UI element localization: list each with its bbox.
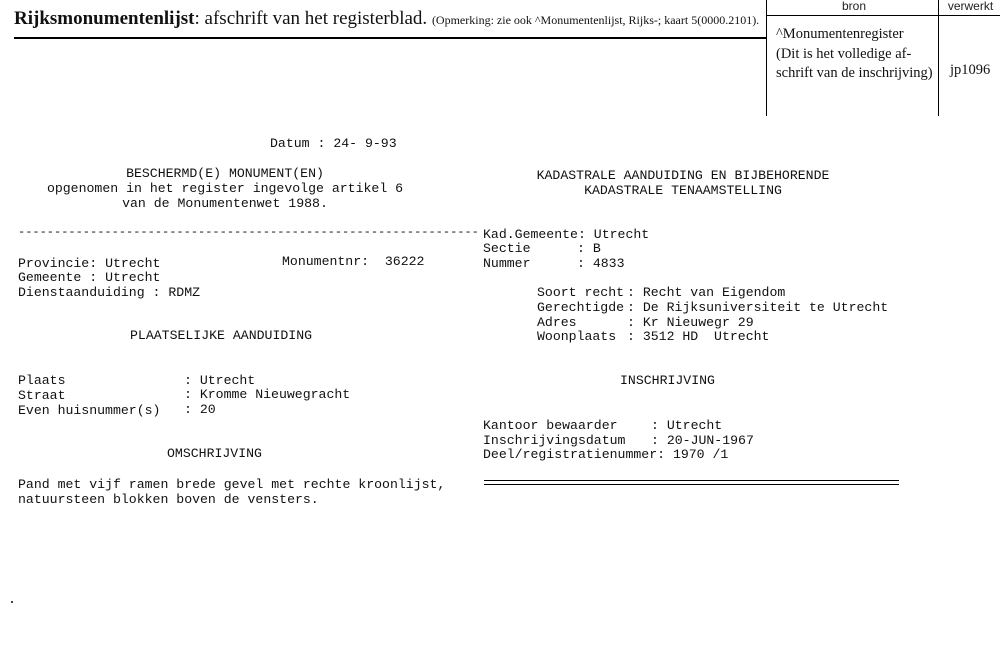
straat-value-row: : Kromme Nieuwegracht [184, 387, 351, 402]
verwerkt-label: verwerkt [947, 0, 994, 13]
woonplaats-value: 3512 HD Utrecht [642, 329, 770, 344]
datum-value: 24- 9-93 [333, 136, 397, 151]
deel-value: 1970 /1 [672, 447, 729, 462]
title-rest: : afschrift van het registerblad. [194, 8, 428, 29]
header-underline [14, 37, 766, 39]
deel-label: Deel/registratienummer [483, 447, 658, 462]
bron-line: ^Monumentenregister [776, 26, 904, 42]
sectie-label: Sectie [483, 241, 531, 256]
plaats-value-row: : Utrecht [184, 373, 256, 388]
straat-value: Kromme Nieuwegracht [199, 387, 351, 402]
kad-gemeente-row: Kad.Gemeente: Utrecht [483, 227, 650, 242]
nummer-value-row: : 4833 [577, 256, 625, 271]
monumentnr-label: Monumentnr [282, 254, 362, 269]
gemeente-label: Gemeente [18, 270, 82, 285]
plaats-label: Plaats [18, 373, 66, 388]
monumentnr-row: Monumentnr: 36222 [282, 254, 425, 269]
left-dashed-rule: ---------------------------------------------------------------- [18, 225, 479, 239]
adres-value: Kr Nieuwegr 29 [642, 315, 754, 330]
woonplaats-label: Woonplaats [537, 329, 617, 344]
dienstaanduiding-label: Dienstaanduiding [18, 285, 145, 300]
inschrijvingsdatum-value-row: : 20-JUN-1967 [651, 433, 754, 448]
provincie-row: Provincie: Utrecht [18, 256, 161, 271]
monumentnr-value: 36222 [384, 254, 425, 269]
box-left-border [766, 0, 767, 116]
title-bold: Rijksmonumentenlijst [14, 8, 195, 29]
gerechtigde-value: De Rijksuniversiteit te Utrecht [642, 300, 889, 315]
double-rule-top [484, 480, 899, 481]
sectie-value: B [592, 241, 601, 256]
straat-label: Straat [18, 388, 66, 403]
box-header-rule [766, 15, 1000, 16]
box-divider [938, 0, 939, 116]
double-rule-bottom [484, 484, 899, 485]
woonplaats-value-row: : 3512 HD Utrecht [627, 329, 770, 344]
datum-line: Datum : 24- 9-93 [270, 136, 397, 151]
plaats-value: Utrecht [199, 373, 256, 388]
kantoor-value: Utrecht [666, 418, 723, 433]
left-heading-line: BESCHERMD(E) MONUMENT(EN) [126, 166, 324, 181]
adres-value-row: : Kr Nieuwegr 29 [627, 315, 754, 330]
scan-speck [11, 601, 13, 603]
inschrijving-heading: INSCHRIJVING [620, 373, 715, 388]
sectie-value-row: : B [577, 241, 601, 256]
huisnummer-label: Even huisnummer(s) [18, 403, 161, 418]
omschrijving-line: natuursteen blokken boven de vensters. [18, 492, 319, 507]
kad-gemeente-label: Kad.Gemeente [483, 227, 578, 242]
left-heading-line: opgenomen in het register ingevolge artikel 6 [46, 181, 404, 196]
nummer-value: 4833 [592, 256, 625, 271]
provincie-label: Provincie [18, 256, 90, 271]
inschrijvingsdatum-value: 20-JUN-1967 [666, 433, 754, 448]
bron-line: schrift van de inschrijving) [776, 65, 933, 81]
omschrijving-heading: OMSCHRIJVING [167, 446, 262, 461]
deel-row: Deel/registratienummer: 1970 /1 [483, 447, 729, 462]
right-heading-line: KADASTRALE TENAAMSTELLING [584, 183, 782, 198]
gerechtigde-label: Gerechtigde [537, 300, 625, 315]
left-heading [20, 166, 430, 211]
bron-line: (Dit is het volledige af- [776, 45, 912, 62]
soort-recht-label: Soort recht [537, 285, 625, 300]
bron-label: bron [841, 0, 867, 13]
huisnummer-value-row: : 20 [184, 402, 216, 417]
title-note: (Opmerking: zie ook ^Monumentenlijst, Rijks-; kaart 5(0000.2101). [431, 13, 760, 27]
verwerkt-value: jp1096 [950, 62, 991, 78]
dienstaanduiding-row: Dienstaanduiding : RDMZ [18, 285, 201, 300]
adres-label: Adres [537, 315, 577, 330]
bron-text [776, 25, 933, 84]
huisnummer-value: 20 [199, 402, 216, 417]
nummer-label: Nummer [483, 256, 531, 271]
document-title [14, 8, 759, 30]
gemeente-value: Utrecht [105, 270, 161, 285]
datum-label: Datum [270, 136, 310, 151]
left-heading-line: van de Monumentenwet 1988. [122, 196, 328, 211]
dienstaanduiding-value: RDMZ [168, 285, 201, 300]
kantoor-label: Kantoor bewaarder [483, 418, 618, 433]
omschrijving-line: Pand met vijf ramen brede gevel met rechte kroonlijst, [18, 477, 446, 492]
inschrijvingsdatum-label: Inschrijvingsdatum [483, 433, 626, 448]
soort-recht-value-row: : Recht van Eigendom [627, 285, 786, 300]
provincie-value: Utrecht [105, 256, 161, 271]
kantoor-value-row: : Utrecht [651, 418, 723, 433]
gemeente-row: Gemeente : Utrecht [18, 270, 161, 285]
right-heading [478, 168, 888, 198]
gerechtigde-value-row: : De Rijksuniversiteit te Utrecht [627, 300, 889, 315]
omschrijving-text [18, 477, 445, 507]
right-heading-line: KADASTRALE AANDUIDING EN BIJBEHORENDE [536, 168, 830, 183]
soort-recht-value: Recht van Eigendom [642, 285, 786, 300]
kad-gemeente-value: Utrecht [593, 227, 650, 242]
plaatselijke-heading: PLAATSELIJKE AANDUIDING [130, 328, 313, 343]
